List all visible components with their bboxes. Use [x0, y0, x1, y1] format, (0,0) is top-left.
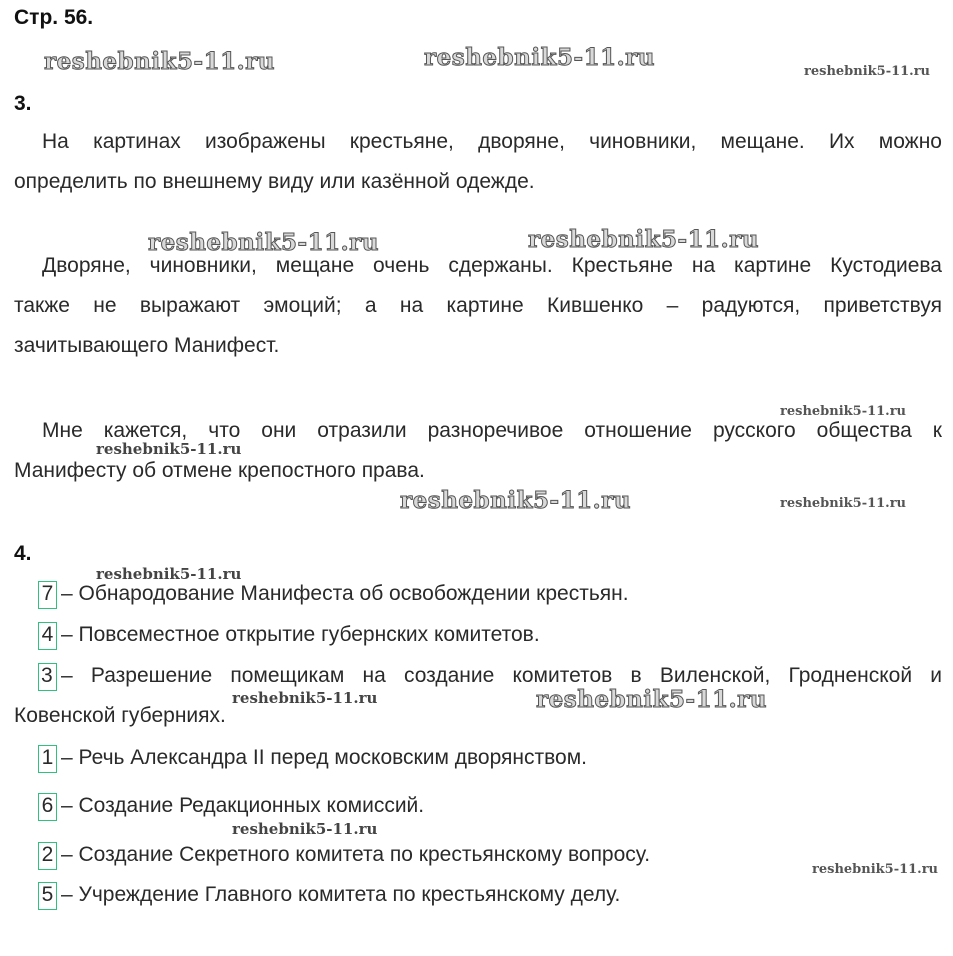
watermark: reshebnik5-11.ru: [780, 404, 907, 419]
paragraph-line: зачитывающего Манифест.: [14, 334, 280, 357]
task-3-paragraph-2: [14, 246, 942, 366]
paragraph-line: Дворяне, чиновники, мещане очень сдержаны. Крестьяне на картине Кустодиева: [42, 254, 942, 277]
watermark: reshebnik5-11.ru: [96, 440, 242, 458]
list-item-text: – Разрешение помещикам на создание комитетов в Виленской, Гродненской и: [61, 664, 942, 687]
watermark: reshebnik5-11.ru: [780, 496, 907, 511]
answer-box: 1: [38, 745, 57, 773]
answer-box: 7: [38, 581, 57, 609]
list-item-text: – Создание Редакционных комиссий.: [61, 794, 425, 817]
watermark: reshebnik5-11.ru: [232, 689, 378, 707]
watermark: reshebnik5-11.ru: [232, 820, 378, 838]
watermark: reshebnik5-11.ru: [812, 862, 939, 877]
watermark: reshebnik5-11.ru: [148, 229, 379, 256]
watermark: reshebnik5-11.ru: [536, 686, 767, 713]
watermark: reshebnik5-11.ru: [528, 226, 759, 253]
answer-box: 4: [38, 622, 57, 650]
page-title: Стр. 56.: [14, 6, 94, 29]
list-item: [38, 786, 918, 826]
task-3-paragraph-1: [14, 122, 942, 202]
list-item-text: – Повсеместное открытие губернских комитетов.: [61, 623, 540, 646]
list-item: [14, 656, 942, 736]
answer-box: 6: [38, 793, 57, 821]
paragraph-line: На картинах изображены крестьяне, дворяне, чиновники, мещане. Их можно: [42, 130, 942, 153]
answer-box: 5: [38, 882, 57, 910]
watermark: reshebnik5-11.ru: [44, 48, 275, 75]
list-item: [38, 875, 918, 915]
watermark: reshebnik5-11.ru: [400, 487, 631, 514]
paragraph-line: Мне кажется, что они отразили разноречивое отношение русского общества к: [42, 419, 942, 442]
list-item: [38, 835, 918, 875]
list-item-continuation: Ковенской губерниях.: [14, 704, 226, 727]
list-item-text: – Речь Александра II перед московским дворянством.: [61, 746, 588, 769]
list-item-text: – Обнародование Манифеста об освобождении крестьян.: [61, 582, 629, 605]
answer-box: 3: [38, 663, 57, 691]
watermark: reshebnik5-11.ru: [96, 565, 242, 583]
list-item: [38, 615, 918, 655]
watermark: reshebnik5-11.ru: [424, 44, 655, 71]
answer-box: 2: [38, 842, 57, 870]
list-item: [38, 738, 918, 778]
paragraph-line: также не выражают эмоций; а на картине Кившенко – радуются, приветствуя: [14, 294, 942, 317]
watermark: reshebnik5-11.ru: [804, 64, 931, 79]
paragraph-line: определить по внешнему виду или казённой одежде.: [14, 170, 535, 193]
task-4-number: 4.: [14, 542, 32, 565]
paragraph-line: Манифесту об отмене крепостного права.: [14, 459, 425, 482]
task-3-number: 3.: [14, 92, 32, 115]
list-item-text: – Учреждение Главного комитета по крестьянскому делу.: [61, 883, 621, 906]
list-item-text: – Создание Секретного комитета по крестьянскому вопросу.: [61, 843, 651, 866]
